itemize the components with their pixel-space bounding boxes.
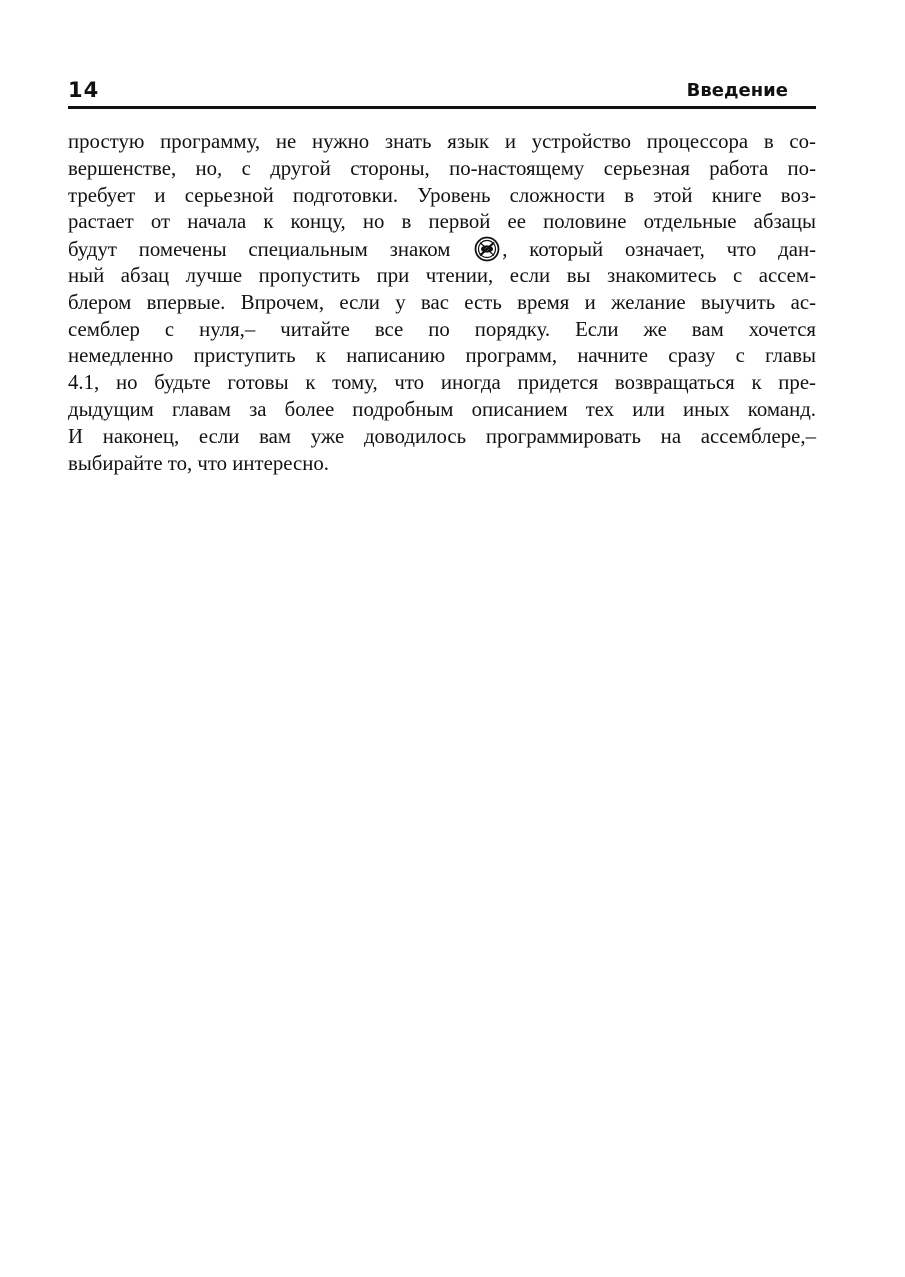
text-line: семблер с нуля,– читайте все по порядку. Если же вам хочется (68, 317, 816, 341)
text-line: выбирайте то, что интересно. (68, 451, 329, 475)
text-line: растает от начала к концу, но в первой ее половине отдельные абзацы (68, 210, 816, 234)
text-after-icon: , который означает, что дан- (502, 238, 816, 262)
text-line-with-icon (68, 236, 816, 263)
text-line: И наконец, если вам уже доводилось программировать на ассемблере,– (68, 424, 816, 448)
body-paragraph (68, 129, 816, 477)
section-title: Введение (686, 80, 788, 101)
text-line: простую программу, не нужно знать язык и устройство процессора в со- (68, 130, 816, 153)
text-line: блером впервые. Впрочем, если у вас есть время и желание выучить ас- (68, 290, 816, 314)
text-before-icon: будут помечены специальным знаком (68, 238, 451, 262)
text-line: требует и серьезной подготовки. Уровень сложности в этой книге воз- (68, 183, 816, 207)
text-line: вершенстве, но, с другой стороны, по-настоящему серьезная работа по- (68, 156, 816, 180)
running-header (68, 74, 816, 109)
text-line: ный абзац лучше пропустить при чтении, если вы знакомитесь с ассем- (68, 263, 816, 287)
text-line: 4.1, но будьте готовы к тому, что иногда придется возвращаться к пре- (68, 371, 816, 395)
text-line: дыдущим главам за более подробным описанием тех или иных команд. (68, 397, 816, 421)
page-number: 14 (68, 78, 100, 102)
skip-advanced-icon (474, 236, 500, 262)
text-line: немедленно приступить к написанию программ, начните сразу с главы (68, 344, 816, 368)
